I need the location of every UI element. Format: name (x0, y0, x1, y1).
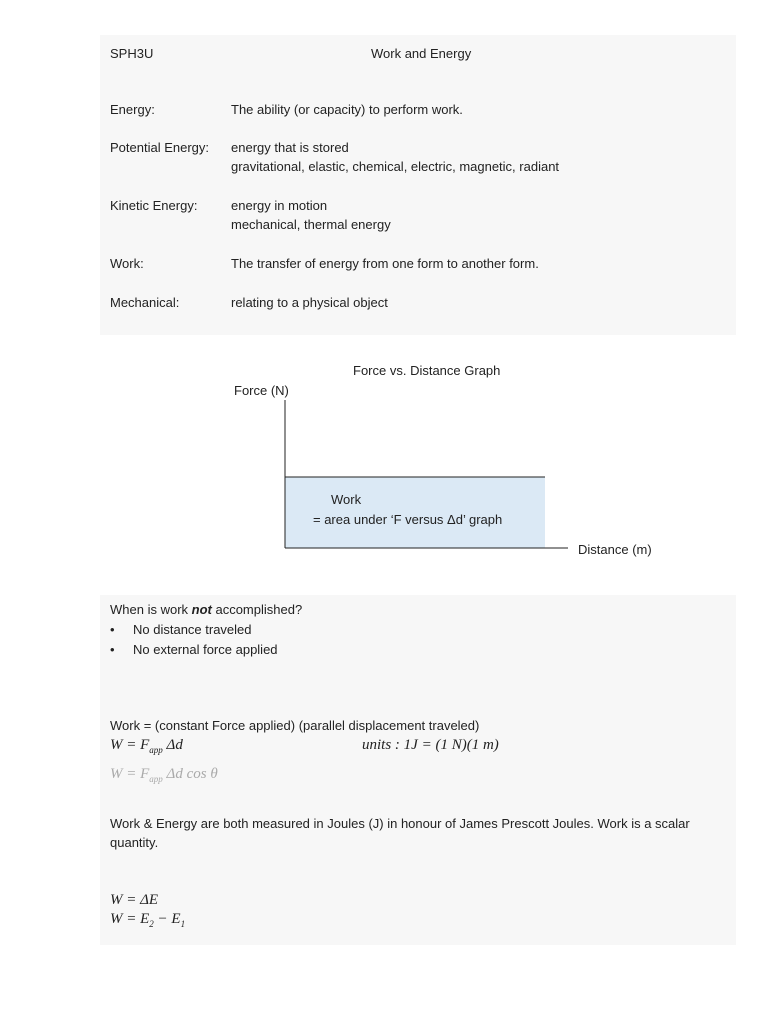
joules-note: Work & Energy are both measured in Joules (J) in honour of James Prescott Joules. Work is a scalar (110, 816, 690, 831)
work-not-question: When is work not accomplished? (110, 602, 303, 617)
list-item: No external force applied (133, 642, 278, 657)
def-energy: The ability (or capacity) to perform work. (231, 102, 463, 117)
equation-energy-difference: $W = E_2 - E_1$ (110, 911, 186, 929)
def-work: The transfer of energy from one form to another form. (231, 256, 539, 271)
bullet-marker: • (110, 642, 115, 657)
equation-energy-change: W = ΔE (110, 892, 159, 908)
area-label-formula: = area under ‘F versus Δd’ graph (313, 512, 503, 527)
graph-title: Force vs. Distance Graph (353, 363, 501, 378)
list-item: No distance traveled (133, 622, 252, 637)
def-kinetic-2: mechanical, thermal energy (231, 217, 391, 232)
def-potential-2: gravitational, elastic, chemical, electric, magnetic, radiant (231, 159, 560, 174)
graph-x-label: Distance (m) (578, 542, 652, 557)
joules-note-cont: quantity. (110, 835, 159, 850)
work-definition: Work = (constant Force applied) (parallel displacement traveled) (110, 718, 480, 733)
course-code: SPH3U (110, 46, 154, 61)
equation-units: units : 1J = (1 N)(1 m) (362, 737, 499, 753)
graph-y-label: Force (N) (234, 383, 289, 398)
equation-work: $W = F_{app}$ Δd (110, 737, 183, 755)
area-label-work: Work (331, 492, 362, 507)
bullet-marker: • (110, 622, 115, 637)
page-title: Work and Energy (371, 46, 472, 61)
equation-work-cos: $W = F_{app}$ Δd cos θ (110, 766, 218, 784)
term-energy: Energy: (110, 102, 155, 117)
term-work: Work: (110, 256, 144, 271)
term-potential: Potential Energy: (110, 140, 210, 155)
term-kinetic: Kinetic Energy: (110, 198, 198, 213)
def-potential-1: energy that is stored (231, 140, 349, 155)
term-mechanical: Mechanical: (110, 295, 180, 310)
def-kinetic-1: energy in motion (231, 198, 328, 213)
def-mechanical: relating to a physical object (231, 295, 388, 310)
